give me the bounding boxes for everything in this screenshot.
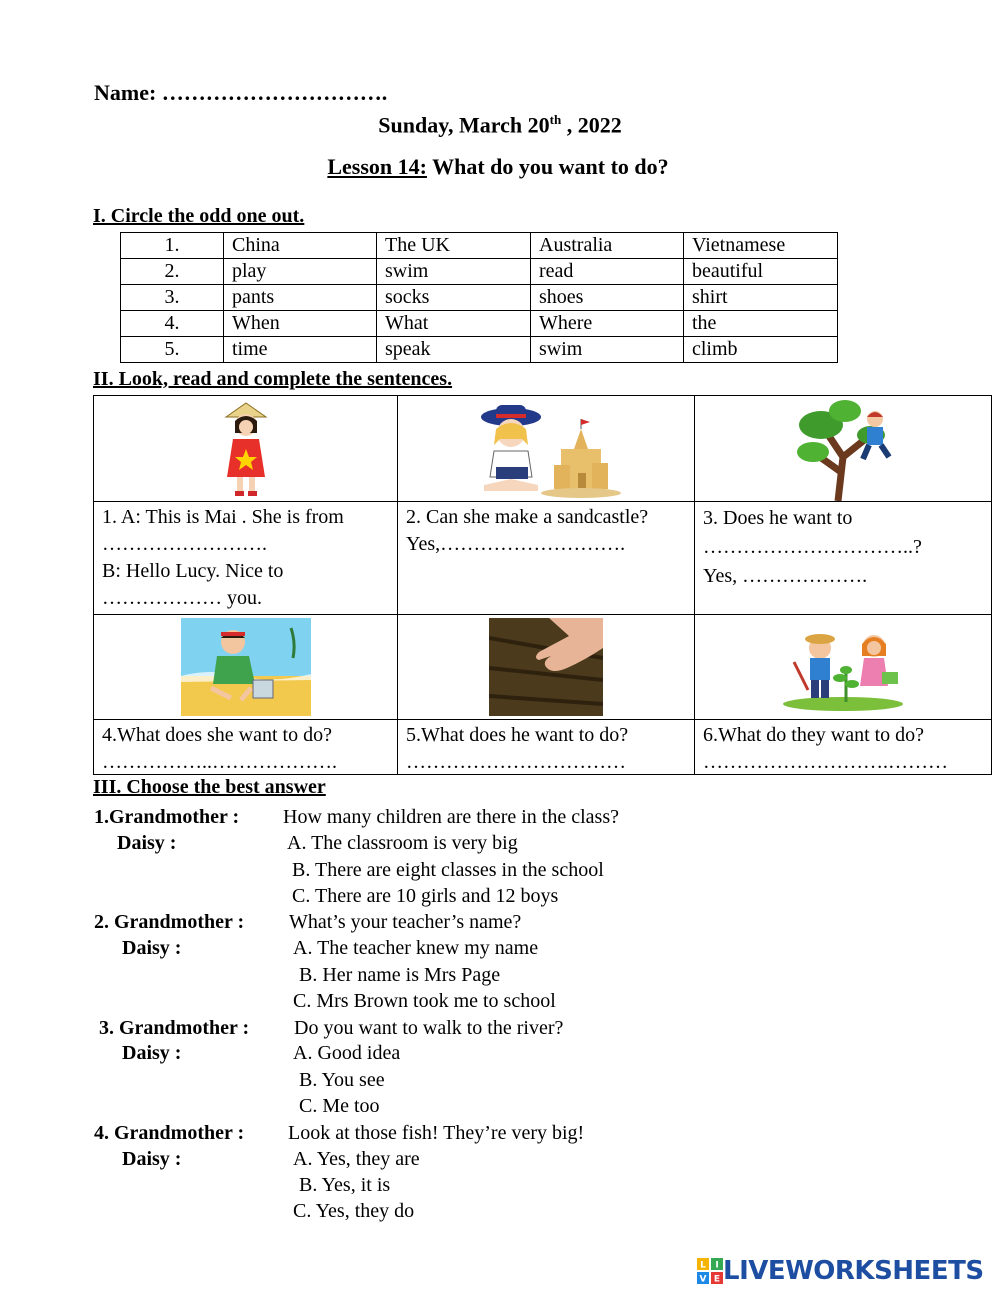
q6-answer-blank[interactable]: ……………………….……… bbox=[703, 751, 948, 773]
odd-one-out-table bbox=[120, 232, 838, 363]
picture-cell bbox=[694, 395, 992, 502]
row-number: 3. bbox=[121, 285, 224, 311]
logo-block-letter: L bbox=[700, 1260, 706, 1271]
word-option[interactable]: When bbox=[224, 311, 377, 337]
q4-speaker-grandmother: 4. Grandmother : bbox=[94, 1122, 245, 1144]
word-option[interactable]: time bbox=[224, 337, 377, 363]
section3-heading: III. Choose the best answer bbox=[93, 776, 326, 798]
word-option[interactable]: pants bbox=[224, 285, 377, 311]
q4-option-b[interactable]: B. Yes, it is bbox=[299, 1174, 391, 1196]
q4-speaker-daisy: Daisy : bbox=[122, 1148, 182, 1170]
logo-block-letter: V bbox=[699, 1274, 707, 1284]
question-cell-5 bbox=[397, 719, 695, 775]
word-option[interactable]: shoes bbox=[531, 285, 684, 311]
word-option[interactable]: play bbox=[224, 259, 377, 285]
q3-speaker-grandmother: 3. Grandmother : bbox=[99, 1017, 250, 1039]
date-superscript: th bbox=[549, 112, 562, 127]
word-option[interactable]: climb bbox=[684, 337, 838, 363]
table-row bbox=[121, 233, 838, 259]
question-cell-6 bbox=[694, 719, 992, 775]
q2-option-a[interactable]: A. The teacher knew my name bbox=[293, 937, 539, 959]
boy-climbing-tree-icon bbox=[783, 397, 903, 501]
table-row bbox=[121, 337, 838, 363]
q4-answer-blank[interactable]: ……………..………………. bbox=[102, 751, 337, 773]
name-field-label: Name: …………………………. bbox=[94, 80, 388, 105]
question-cell-1 bbox=[93, 501, 398, 615]
q5-answer-blank[interactable]: …………………………… bbox=[406, 751, 626, 773]
q2-answer-blank[interactable]: Yes,………………………. bbox=[406, 533, 626, 555]
question-cell-3 bbox=[694, 501, 992, 615]
row-number: 4. bbox=[121, 311, 224, 337]
question-cell-4 bbox=[93, 719, 398, 775]
picture-question-grid bbox=[93, 395, 992, 775]
word-option[interactable]: beautiful bbox=[684, 259, 838, 285]
q2-option-c[interactable]: C. Mrs Brown took me to school bbox=[293, 990, 556, 1012]
word-option[interactable]: shirt bbox=[684, 285, 838, 311]
q1-option-a[interactable]: A. The classroom is very big bbox=[287, 832, 518, 854]
children-gardening-icon bbox=[778, 622, 908, 712]
q5-line1: 5.What does he want to do? bbox=[406, 724, 629, 746]
girl-sandcastle-icon bbox=[466, 399, 626, 499]
word-option[interactable]: What bbox=[377, 311, 531, 337]
picture-cell bbox=[93, 395, 398, 502]
word-option[interactable]: The UK bbox=[377, 233, 531, 259]
q1-speaker-grandmother: 1.Grandmother : bbox=[94, 806, 240, 828]
row-number: 2. bbox=[121, 259, 224, 285]
q1-speaker-daisy: Daisy : bbox=[117, 832, 177, 854]
q3-option-b[interactable]: B. You see bbox=[299, 1069, 385, 1091]
word-option[interactable]: Vietnamese bbox=[684, 233, 838, 259]
hand-planting-soil-icon bbox=[489, 618, 603, 716]
row-number: 5. bbox=[121, 337, 224, 363]
q3-line1: 3. Does he want to bbox=[703, 507, 853, 529]
q1-option-b[interactable]: B. There are eight classes in the school bbox=[292, 859, 604, 881]
q2-speaker-grandmother: 2. Grandmother : bbox=[94, 911, 245, 933]
q1-answer-blank-2[interactable]: ……………… you. bbox=[102, 587, 262, 609]
row-number: 1. bbox=[121, 233, 224, 259]
q2-option-b[interactable]: B. Her name is Mrs Page bbox=[299, 964, 501, 986]
girl-collecting-shells-icon bbox=[181, 618, 311, 716]
q3-option-a[interactable]: A. Good idea bbox=[293, 1042, 401, 1064]
word-option[interactable]: the bbox=[684, 311, 838, 337]
q3-answer-blank-2[interactable]: Yes, ………………. bbox=[703, 565, 868, 587]
q1-option-c[interactable]: C. There are 10 girls and 12 boys bbox=[292, 885, 559, 907]
lesson-number: Lesson 14: bbox=[327, 154, 427, 179]
word-option[interactable]: China bbox=[224, 233, 377, 259]
word-option[interactable]: swim bbox=[377, 259, 531, 285]
table-row bbox=[121, 285, 838, 311]
q2-question: What’s your teacher’s name? bbox=[289, 911, 522, 933]
date-line bbox=[0, 112, 1000, 138]
q4-option-a[interactable]: A. Yes, they are bbox=[293, 1148, 420, 1170]
section1-heading: I. Circle the odd one out. bbox=[93, 205, 305, 227]
word-option[interactable]: read bbox=[531, 259, 684, 285]
liveworksheets-logo bbox=[697, 1254, 984, 1288]
q3-speaker-daisy: Daisy : bbox=[122, 1042, 182, 1064]
date-year: , 2022 bbox=[561, 112, 622, 138]
logo-block-letter: I bbox=[715, 1260, 719, 1271]
q1-answer-blank[interactable]: ……………………. bbox=[102, 533, 267, 555]
word-option[interactable]: Australia bbox=[531, 233, 684, 259]
q3-question: Do you want to walk to the river? bbox=[294, 1017, 564, 1039]
q4-option-c[interactable]: C. Yes, they do bbox=[293, 1200, 415, 1222]
word-option[interactable]: speak bbox=[377, 337, 531, 363]
question-cell-2 bbox=[397, 501, 695, 615]
table-row bbox=[121, 311, 838, 337]
lesson-title bbox=[0, 154, 996, 180]
picture-cell bbox=[694, 614, 992, 720]
q1-line1: 1. A: This is Mai . She is from bbox=[102, 506, 344, 528]
word-option[interactable]: socks bbox=[377, 285, 531, 311]
table-row bbox=[121, 259, 838, 285]
q1-question: How many children are there in the class? bbox=[283, 806, 619, 828]
logo-text: LIVEWORKSHEETS bbox=[723, 1256, 984, 1286]
liveworksheets-blocks-icon bbox=[697, 1258, 723, 1284]
lesson-name: What do you want to do? bbox=[426, 154, 669, 179]
logo-block-letter: E bbox=[713, 1274, 721, 1284]
q4-line1: 4.What does she want to do? bbox=[102, 724, 332, 746]
picture-cell bbox=[93, 614, 398, 720]
q3-option-c[interactable]: C. Me too bbox=[299, 1095, 380, 1117]
section2-heading: II. Look, read and complete the sentences. bbox=[93, 368, 453, 390]
q6-line1: 6.What do they want to do? bbox=[703, 724, 925, 746]
q1-line3: B: Hello Lucy. Nice to bbox=[102, 560, 284, 582]
date-main: Sunday, March 20 bbox=[378, 112, 550, 138]
girl-in-ao-dai-icon bbox=[211, 399, 281, 499]
picture-cell bbox=[397, 395, 695, 502]
word-option[interactable]: swim bbox=[531, 337, 684, 363]
q2-line1: 2. Can she make a sandcastle? bbox=[406, 506, 649, 528]
q2-speaker-daisy: Daisy : bbox=[122, 937, 182, 959]
q3-answer-blank[interactable]: …………………………..? bbox=[703, 536, 922, 558]
word-option[interactable]: Where bbox=[531, 311, 684, 337]
picture-cell bbox=[397, 614, 695, 720]
q4-question: Look at those fish! They’re very big! bbox=[288, 1122, 585, 1144]
